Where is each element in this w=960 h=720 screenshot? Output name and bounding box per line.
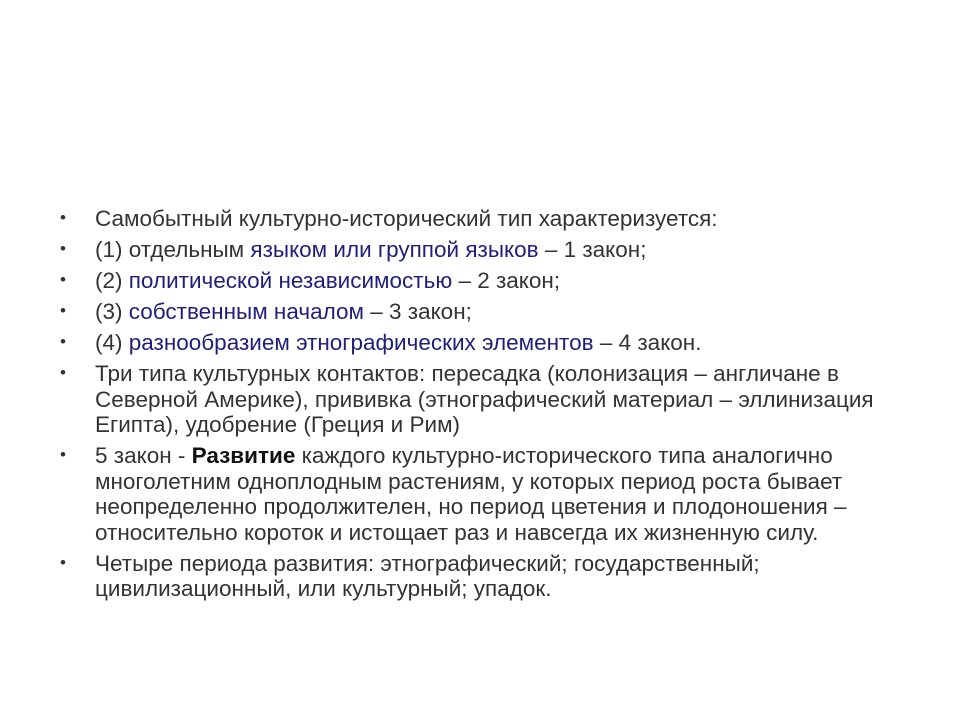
list-item bbox=[60, 551, 920, 602]
bullet-icon: • bbox=[60, 552, 66, 572]
list-item bbox=[60, 443, 920, 545]
item-prefix: (4) bbox=[95, 330, 129, 355]
list-item bbox=[60, 206, 920, 232]
item-suffix: – 4 закон. bbox=[593, 330, 702, 355]
item-text: Три типа культурных контактов: пересадка (колонизация – англичане в Северной Америке), прививка (этнографический материал – эллинизация Египта), удобрение (Греция и Рим) bbox=[95, 361, 874, 437]
item-suffix: – 3 закон; bbox=[363, 299, 472, 324]
bullet-icon: • bbox=[60, 301, 66, 320]
item-highlight: политической независимостью bbox=[128, 268, 453, 293]
list-item bbox=[60, 361, 920, 438]
item-suffix: – 2 закон; bbox=[452, 268, 561, 293]
bullet-icon: • bbox=[60, 208, 66, 227]
bullet-icon: • bbox=[60, 239, 66, 258]
item-prefix: (2) bbox=[95, 268, 129, 293]
list-item bbox=[60, 237, 920, 263]
bullet-icon: • bbox=[60, 270, 66, 289]
item-highlight: языком или группой языков bbox=[250, 237, 539, 262]
list-item bbox=[60, 299, 920, 325]
item-highlight: разнообразием этнографических элементов bbox=[128, 330, 594, 355]
item-text: Четыре периода развития: этнографический; государственный; цивилизационный, или культурный; упадок. bbox=[95, 550, 760, 601]
bullet-icon: • bbox=[60, 332, 66, 351]
item-suffix: – 1 закон; bbox=[538, 237, 647, 262]
list-item bbox=[60, 268, 920, 294]
item-prefix: (1) отдельным bbox=[95, 237, 251, 262]
bullet-icon: • bbox=[60, 445, 66, 464]
bullet-list bbox=[60, 206, 920, 607]
item-prefix: (3) bbox=[95, 299, 129, 324]
item-highlight: собственным началом bbox=[128, 299, 364, 324]
item-bold-term: Развитие bbox=[191, 443, 296, 468]
item-text: Самобытный культурно-исторический тип характеризуется: bbox=[95, 206, 718, 231]
item-suffix: каждого культурно-исторического типа аналогично многолетним одноплодным растениям, у которых период роста бывает неопределенно продолжителен, но период цветения и плодоношения – относительно короток и истощает раз и навсегда их жизненную силу. bbox=[95, 443, 847, 545]
bullet-icon: • bbox=[60, 363, 66, 382]
item-prefix: 5 закон - bbox=[95, 443, 192, 468]
list-item bbox=[60, 330, 920, 356]
